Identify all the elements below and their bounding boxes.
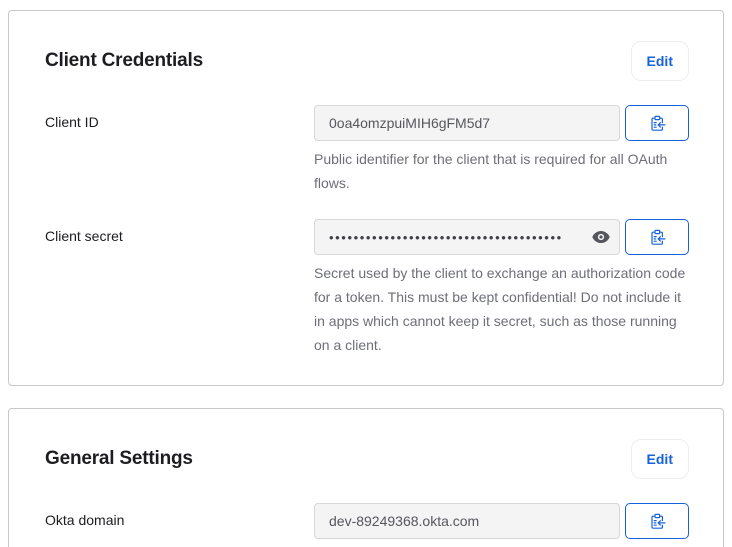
client-id-row <box>45 105 689 195</box>
eye-icon <box>592 231 610 243</box>
okta-domain-input-wrap <box>314 503 620 539</box>
clipboard-copy-icon <box>649 513 666 530</box>
client-id-input[interactable] <box>315 115 619 131</box>
edit-general-settings-button[interactable]: Edit <box>631 439 689 479</box>
client-credentials-card <box>8 10 724 386</box>
client-secret-input-wrap <box>314 219 620 255</box>
general-settings-header <box>45 439 689 479</box>
reveal-secret-button[interactable] <box>589 225 613 249</box>
client-secret-help: Secret used by the client to exchange an authorization code for a token. This must be kept confidential! Do not include it in apps which cannot keep it secret, such as those running on a client. <box>314 265 686 353</box>
app-settings-page <box>0 10 732 547</box>
okta-domain-input-group <box>314 503 689 539</box>
client-secret-field <box>314 219 689 357</box>
okta-domain-row <box>45 503 689 539</box>
client-credentials-title: Client Credentials <box>45 50 203 71</box>
client-secret-row <box>45 219 689 357</box>
copy-client-secret-button[interactable] <box>625 219 689 255</box>
client-secret-input-group <box>314 219 689 255</box>
client-secret-input[interactable] <box>315 230 619 245</box>
okta-domain-label: Okta domain <box>45 512 125 528</box>
clipboard-copy-icon <box>649 115 666 132</box>
client-id-field <box>314 105 689 195</box>
general-settings-card <box>8 408 724 547</box>
edit-client-credentials-button[interactable]: Edit <box>631 41 689 81</box>
client-id-help: Public identifier for the client that is required for all OAuth flows. <box>314 151 668 191</box>
client-id-input-wrap <box>314 105 620 141</box>
client-credentials-header <box>45 41 689 81</box>
client-secret-label: Client secret <box>45 228 123 244</box>
okta-domain-field <box>314 503 689 539</box>
general-settings-title: General Settings <box>45 448 193 469</box>
copy-okta-domain-button[interactable] <box>625 503 689 539</box>
okta-domain-input[interactable] <box>315 513 619 529</box>
client-id-input-group <box>314 105 689 141</box>
client-id-label: Client ID <box>45 114 99 130</box>
copy-client-id-button[interactable] <box>625 105 689 141</box>
clipboard-copy-icon <box>649 229 666 246</box>
